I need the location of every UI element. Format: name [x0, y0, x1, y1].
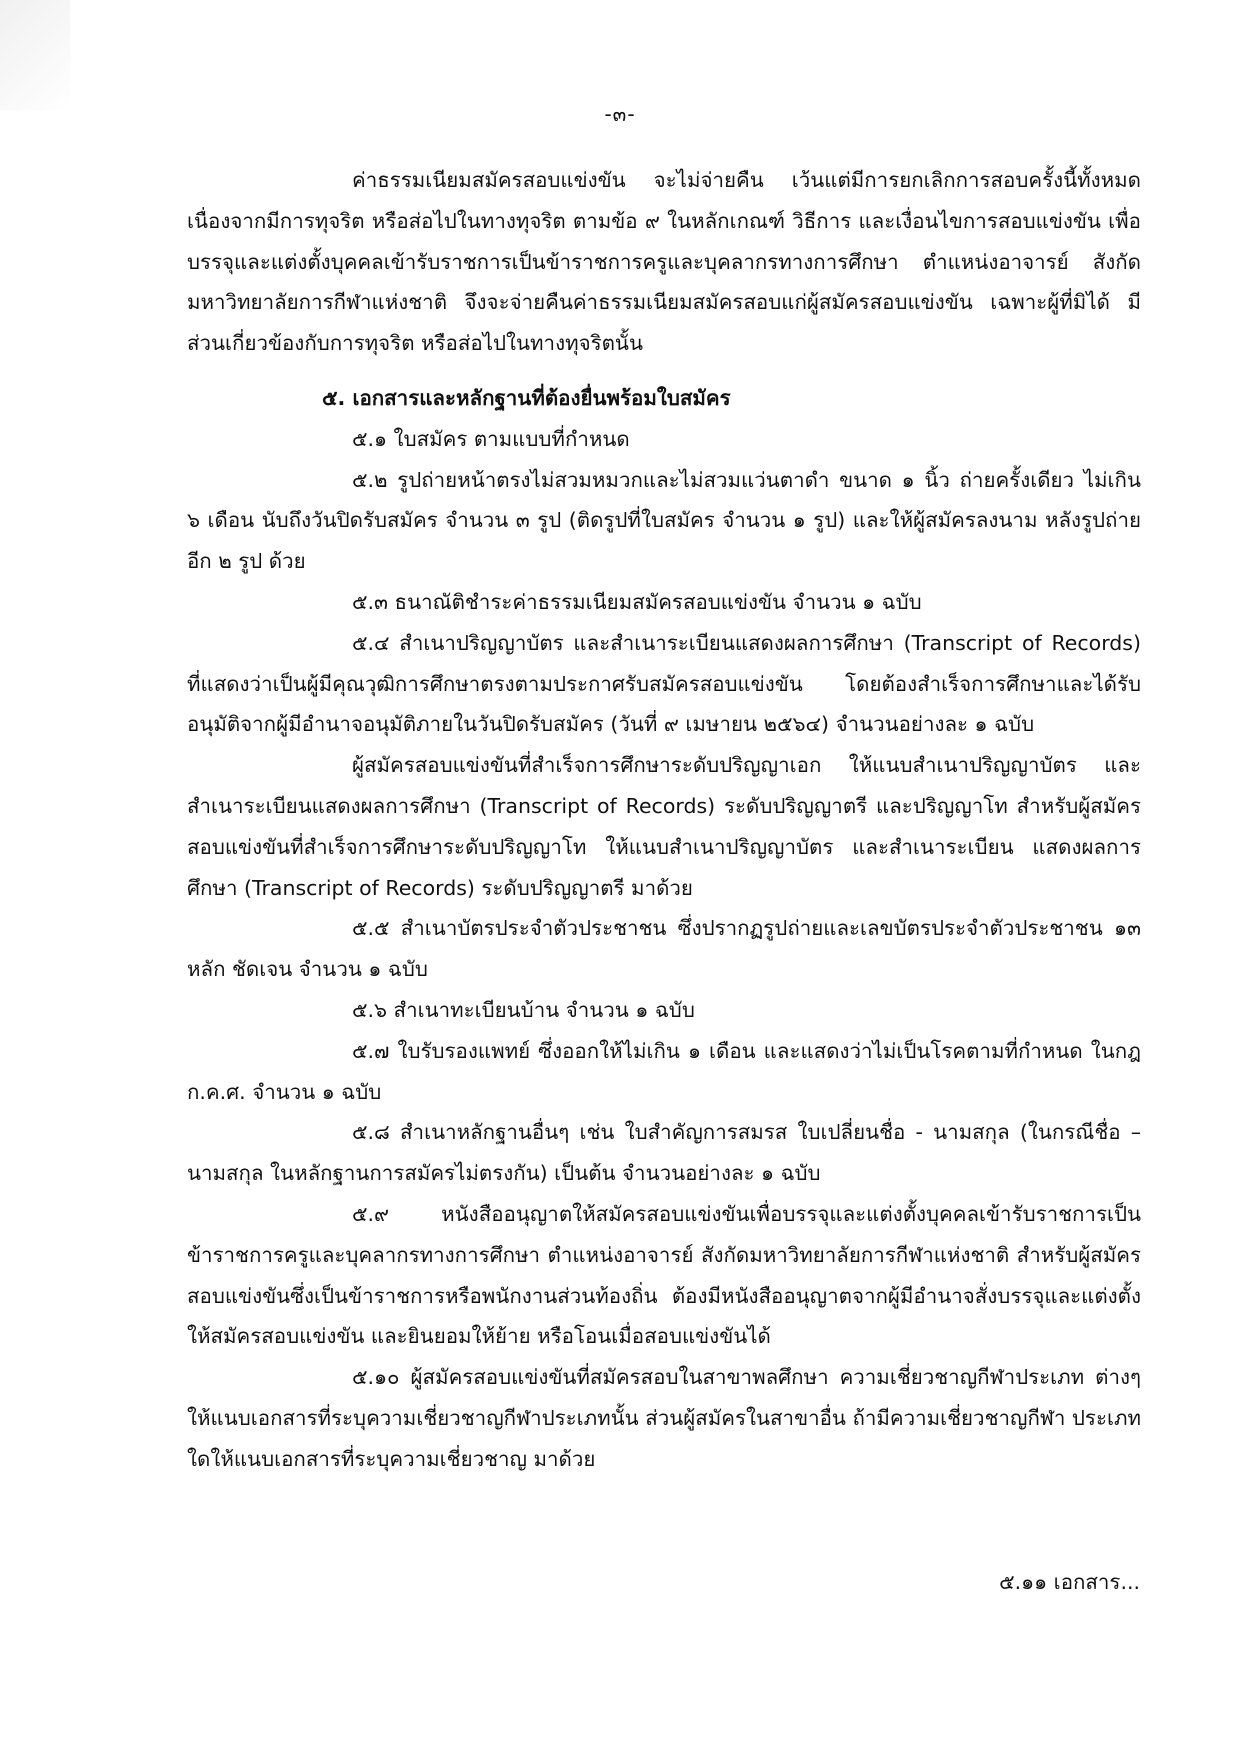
item-5-10: ๕.๑๐ ผู้สมัครสอบแข่งขันที่สมัครสอบในสาขาพลศึกษา ความเชี่ยวชาญกีฬาประเภท ต่างๆ ให้แนบเอกสารที่ระบุความเชี่ยวชาญกีฬาประเภทนั้น ส่วนผู้สมัครในสาขาอื่น ถ้ามีความเชี่ยวชาญกีฬา ประเภทใดให้แนบเอกสารที่ระบุความเชี่ยวชาญ มาด้วย: [187, 1365, 1141, 1471]
scan-edge-mark: [0, 0, 70, 110]
item-5-8: ๕.๘ สำเนาหลักฐานอื่นๆ เช่น ใบสำคัญการสมรส ใบเปลี่ยนชื่อ - นามสกุล (ในกรณีชื่อ – นามสกุล ในหลักฐานการสมัครไม่ตรงกัน) เป็นต้น จำนวนอย่างละ ๑ ฉบับ: [187, 1120, 1141, 1186]
document-body: [187, 160, 1141, 1480]
paragraph-fee: ค่าธรรมเนียมสมัครสอบแข่งขัน จะไม่จ่ายคืน เว้นแต่มีการยกเลิกการสอบครั้งนี้ทั้งหมด เนื่องจากมีการทุจริต หรือส่อไปในทางทุจริต ตามข้อ ๙ ในหลักเกณฑ์ วิธีการ และเงื่อนไขการสอบแข่งขัน เพื่อบรรจุและแต่งตั้งบุคคลเข้ารับราชการเป็นข้าราชการครูและบุคลากรทางการศึกษา ตำแหน่งอาจารย์ สังกัด มหาวิทยาลัยการกีฬาแห่งชาติ จึงจะจ่ายคืนค่าธรรมเนียมสมัครสอบแก่ผู้สมัครสอบแข่งขัน เฉพาะผู้ที่มิได้ มีส่วนเกี่ยวข้องกับการทุจริต หรือส่อไปในทางทุจริตนั้น: [187, 168, 1141, 356]
continuation-marker: ๕.๑๑ เอกสาร...: [999, 1570, 1140, 1594]
section-heading-5: ๕. เอกสารและหลักฐานที่ต้องยื่นพร้อมใบสมัคร: [322, 385, 731, 410]
item-5-6: ๕.๖ สำเนาทะเบียนบ้าน จำนวน ๑ ฉบับ: [352, 997, 695, 1022]
item-5-2: ๕.๒ รูปถ่ายหน้าตรงไม่สวมหมวกและไม่สวมแว่นตาดำ ขนาด ๑ นิ้ว ถ่ายครั้งเดียว ไม่เกิน ๖ เดือน นับถึงวันปิดรับสมัคร จำนวน ๓ รูป (ติดรูปที่ใบสมัคร จำนวน ๑ รูป) และให้ผู้สมัครลงนาม หลังรูปถ่ายอีก ๒ รูป ด้วย: [187, 467, 1141, 574]
item-5-1: ๕.๑ ใบสมัคร ตามแบบที่กำหนด: [352, 426, 630, 451]
item-5-3: ๕.๓ ธนาณัติชำระค่าธรรมเนียมสมัครสอบแข่งขัน จำนวน ๑ ฉบับ: [352, 589, 922, 614]
item-5-7: ๕.๗ ใบรับรองแพทย์ ซึ่งออกให้ไม่เกิน ๑ เดือน และแสดงว่าไม่เป็นโรคตามที่กำหนด ในกฎ ก.ค.ศ. จำนวน ๑ ฉบับ: [187, 1038, 1141, 1104]
item-5-5: ๕.๕ สำเนาบัตรประจำตัวประชาชน ซึ่งปรากฏรูปถ่ายและเลขบัตรประจำตัวประชาชน ๑๓ หลัก ชัดเจน จำนวน ๑ ฉบับ: [187, 916, 1141, 982]
item-5-9: ๕.๙ หนังสืออนุญาตให้สมัครสอบแข่งขันเพื่อบรรจุและแต่งตั้งบุคคลเข้ารับราชการเป็น ข้าราชการครูและบุคลากรทางการศึกษา ตำแหน่งอาจารย์ สังกัดมหาวิทยาลัยการกีฬาแห่งชาติ สำหรับผู้สมัคร สอบแข่งขันซึ่งเป็นข้าราชการหรือพนักงานส่วนท้องถิ่น ต้องมีหนังสืออนุญาตจากผู้มีอำนาจสั่งบรรจุและแต่งตั้ง ให้สมัครสอบแข่งขัน และยินยอมให้ย้าย หรือโอนเมื่อสอบแข่งขันได้: [187, 1201, 1141, 1349]
page-number: -๓-: [604, 102, 636, 126]
item-5-4-note: ผู้สมัครสอบแข่งขันที่สำเร็จการศึกษาระดับปริญญาเอก ให้แนบสำเนาปริญญาบัตร และสำเนาระเบียนแสดงผลการศึกษา (Transcript of Records) ระดับปริญญาตรี และปริญญาโท สำหรับผู้สมัครสอบแข่งขันที่สำเร็จการศึกษาระดับปริญญาโท ให้แนบสำเนาปริญญาบัตร และสำเนาระเบียน แสดงผลการศึกษา (Transcript of Records) ระดับปริญญาตรี มาด้วย: [187, 753, 1141, 900]
item-5-4: ๕.๔ สำเนาปริญญาบัตร และสำเนาระเบียนแสดงผลการศึกษา (Transcript of Records) ที่แสดงว่าเป็นผู้มีคุณวุฒิการศึกษาตรงตามประกาศรับสมัครสอบแข่งขัน โดยต้องสำเร็จการศึกษาและได้รับ อนุมัติจากผู้มีอำนาจอนุมัติภายในวันปิดรับสมัคร (วันที่ ๙ เมษายน ๒๕๖๔) จำนวนอย่างละ ๑ ฉบับ: [187, 630, 1141, 737]
